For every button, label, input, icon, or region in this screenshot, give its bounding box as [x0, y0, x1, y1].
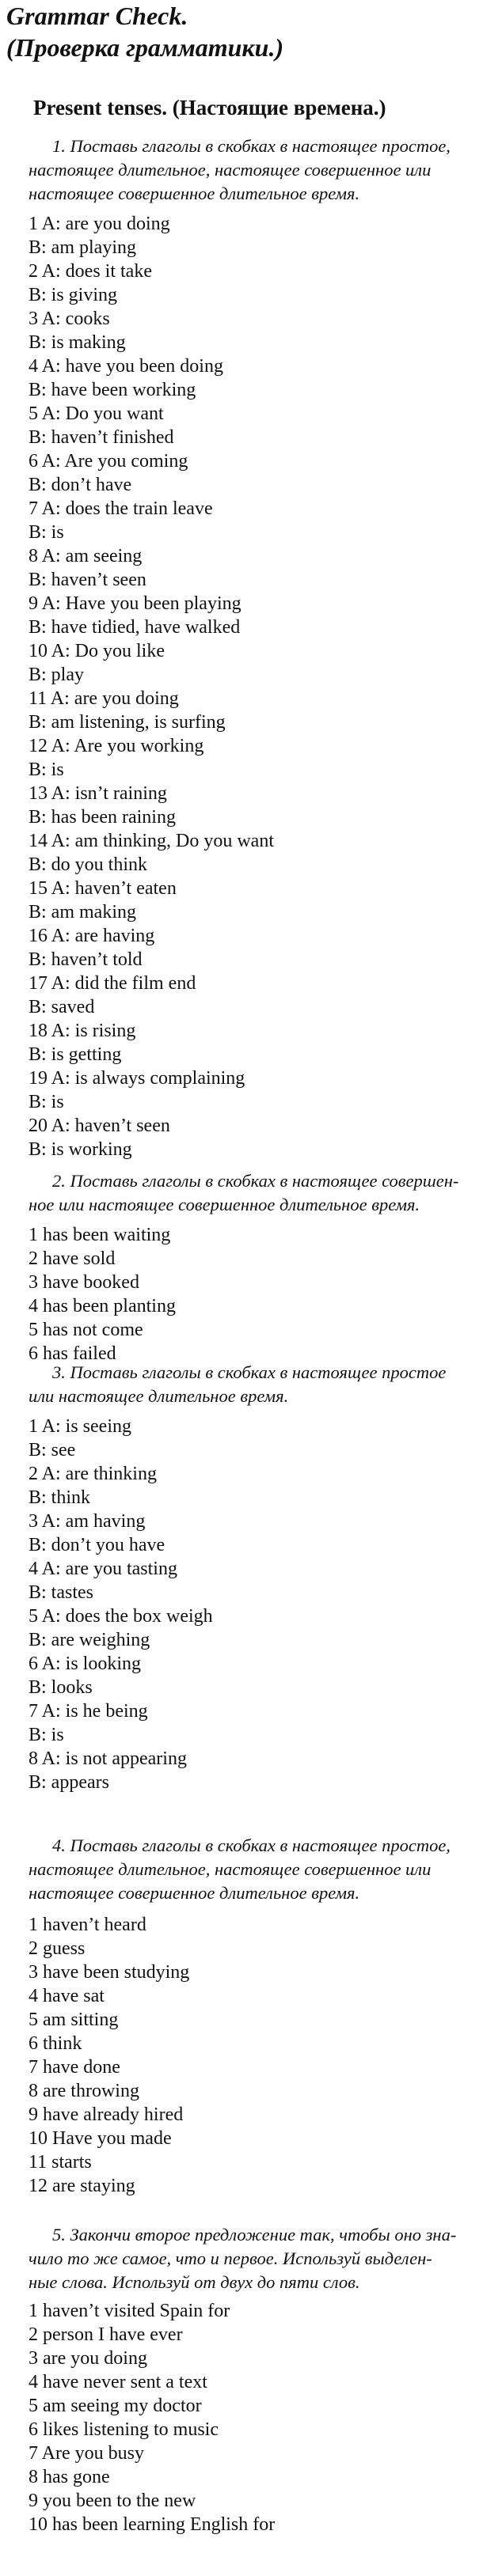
- task-3-answers: [29, 1415, 213, 1794]
- answer-line: 8 A: is not appearing: [29, 1748, 187, 1769]
- answer-line: 12 are staying: [29, 2176, 135, 2196]
- answer-line: 8 A: am seeing: [29, 546, 143, 566]
- answer-line: 11 A: are you doing: [29, 688, 179, 709]
- answer-line: B: see: [29, 1440, 76, 1460]
- instruction-line: чило то же самое, что и первое. Используй выделен-: [29, 2248, 432, 2268]
- task-2-instruction: [29, 1169, 494, 1217]
- answer-line: 5 am seeing my doctor: [29, 2396, 202, 2416]
- answer-line: 5 am sitting: [29, 2010, 119, 2030]
- instruction-line: настоящее совершенное длительное время.: [29, 184, 360, 203]
- answer-line: 1 haven’t visited Spain for: [29, 2301, 230, 2321]
- answer-line: 6 A: is looking: [29, 1654, 142, 1674]
- answer-line: 10 A: Do you like: [29, 641, 165, 661]
- answer-line: B: am making: [29, 902, 136, 922]
- answer-line: 9 have already hired: [29, 2104, 184, 2125]
- instruction-line: ное или настоящее совершенное длительное время.: [29, 1195, 420, 1214]
- answer-line: B: is giving: [29, 285, 118, 305]
- answer-line: B: tastes: [29, 1582, 93, 1603]
- answer-line: B: is working: [29, 1139, 132, 1160]
- title-russian: (Проверка грамматики.): [6, 33, 284, 62]
- answer-line: 10 Have you made: [29, 2128, 172, 2149]
- answer-line: 4 A: have you been doing: [29, 356, 223, 377]
- answer-line: 12 A: Are you working: [29, 736, 204, 756]
- answer-line: 5 has not come: [29, 1320, 143, 1340]
- answer-line: 6 A: Are you coming: [29, 451, 188, 472]
- answer-line: 11 starts: [29, 2152, 92, 2173]
- answer-line: 8 has gone: [29, 2467, 110, 2487]
- answer-line: 2 A: does it take: [29, 261, 152, 282]
- answer-line: B: haven’t seen: [29, 570, 146, 590]
- section-title: Present tenses. (Настоящие времена.): [33, 96, 386, 119]
- answer-line: 14 A: am thinking, Do you want: [29, 831, 274, 851]
- answer-line: 4 has been planting: [29, 1296, 176, 1316]
- answer-line: 3 are you doing: [29, 2348, 147, 2369]
- answer-line: 8 are throwing: [29, 2081, 139, 2101]
- answer-line: B: haven’t told: [29, 949, 143, 970]
- instruction-line: 4. Поставь глаголы в скобках в настоящее простое,: [52, 1835, 451, 1855]
- task-4-instruction: [29, 1834, 494, 1905]
- answer-line: 3 have booked: [29, 1272, 139, 1293]
- instruction-line: 3. Поставь глаголы в скобках в настоящее простое: [52, 1362, 447, 1382]
- task-1-instruction: [29, 134, 494, 206]
- instruction-line: ные слова. Используй от двух до пяти слов.: [29, 2272, 360, 2292]
- answer-line: 1 has been waiting: [29, 1225, 171, 1245]
- instruction-line: настоящее длительное, настоящее совершенное или: [29, 1859, 432, 1879]
- answer-line: 1 A: is seeing: [29, 1416, 131, 1437]
- answer-line: 7 have done: [29, 2057, 120, 2078]
- answer-line: B: am playing: [29, 237, 136, 258]
- task-5-instruction: [29, 2223, 494, 2294]
- title-english: Grammar Check.: [6, 2, 188, 30]
- task-1-answers: [29, 212, 274, 1161]
- answer-line: 18 A: is rising: [29, 1021, 136, 1041]
- answer-line: B: haven’t finished: [29, 427, 174, 448]
- answer-line: 4 have never sent a text: [29, 2372, 207, 2392]
- instruction-line: настоящее длительное, настоящее совершенное или: [29, 160, 432, 180]
- answer-line: 9 you been to the new: [29, 2491, 196, 2511]
- answer-line: B: has been raining: [29, 807, 176, 828]
- answer-line: B: don’t have: [29, 475, 132, 495]
- answer-line: 17 A: did the film end: [29, 973, 196, 994]
- answer-line: 1 haven’t heard: [29, 1915, 146, 1935]
- task-4-answers: [29, 1913, 189, 2198]
- answer-line: 7 A: is he being: [29, 1701, 148, 1722]
- instruction-line: 2. Поставь глаголы в скобках в настоящее совершен-: [52, 1171, 459, 1191]
- answer-line: 4 have sat: [29, 1986, 105, 2006]
- answer-line: B: appears: [29, 1772, 109, 1793]
- answer-line: B: is getting: [29, 1044, 122, 1065]
- instruction-line: 5. Закончи второе предложение так, чтобы оно зна-: [52, 2225, 457, 2245]
- answer-line: 2 A: are thinking: [29, 1464, 157, 1484]
- answer-line: B: have tidied, have walked: [29, 617, 241, 638]
- answer-line: 9 A: Have you been playing: [29, 593, 241, 614]
- answer-line: 5 A: does the box weigh: [29, 1606, 213, 1627]
- answer-line: 6 has failed: [29, 1343, 116, 1364]
- answer-line: B: do you think: [29, 854, 148, 875]
- answer-line: B: is: [29, 760, 64, 780]
- answer-line: 6 think: [29, 2033, 82, 2054]
- answer-line: 2 person I have ever: [29, 2324, 183, 2345]
- answer-line: B: think: [29, 1487, 91, 1508]
- instruction-line: настоящее совершенное длительное время.: [29, 1883, 360, 1903]
- answer-line: B: have been working: [29, 380, 196, 400]
- answer-line: B: is: [29, 1725, 64, 1745]
- answer-line: 16 A: are having: [29, 926, 155, 946]
- answer-line: 7 A: does the train leave: [29, 498, 213, 519]
- answer-line: 20 A: haven’t seen: [29, 1116, 170, 1136]
- answer-line: 2 have sold: [29, 1248, 116, 1269]
- answer-line: B: am listening, is surfing: [29, 712, 226, 733]
- answer-line: 4 A: are you tasting: [29, 1559, 177, 1579]
- answer-line: 13 A: isn’t raining: [29, 783, 167, 804]
- task-2-answers: [29, 1223, 176, 1366]
- answer-line: 3 A: am having: [29, 1511, 146, 1532]
- instruction-line: 1. Поставь глаголы в скобках в настоящее простое,: [52, 136, 451, 156]
- answer-line: B: looks: [29, 1677, 93, 1698]
- answer-line: B: are weighing: [29, 1630, 150, 1650]
- answer-line: 10 has been learning English for: [29, 2514, 276, 2535]
- answer-line: 19 A: is always complaining: [29, 1068, 245, 1089]
- answer-line: 3 have been studying: [29, 1962, 190, 1983]
- task-3-instruction: [29, 1361, 494, 1408]
- answer-line: 1 A: are you doing: [29, 214, 170, 234]
- page-title: [6, 0, 283, 63]
- answer-line: 5 A: Do you want: [29, 403, 164, 424]
- answer-line: 15 A: haven’t eaten: [29, 878, 177, 899]
- answer-line: B: is: [29, 522, 64, 543]
- answer-line: B: is making: [29, 332, 126, 353]
- answer-line: 3 A: cooks: [29, 309, 110, 329]
- answer-line: 6 likes listening to music: [29, 2419, 219, 2440]
- answer-line: B: is: [29, 1092, 64, 1112]
- answer-line: 7 Are you busy: [29, 2443, 144, 2464]
- answer-line: B: don’t you have: [29, 1535, 165, 1555]
- instruction-line: или настоящее длительное время.: [29, 1386, 289, 1406]
- task-5-answers: [29, 2299, 275, 2536]
- answer-line: B: play: [29, 665, 84, 685]
- answer-line: 2 guess: [29, 1938, 86, 1959]
- answer-line: B: saved: [29, 997, 95, 1017]
